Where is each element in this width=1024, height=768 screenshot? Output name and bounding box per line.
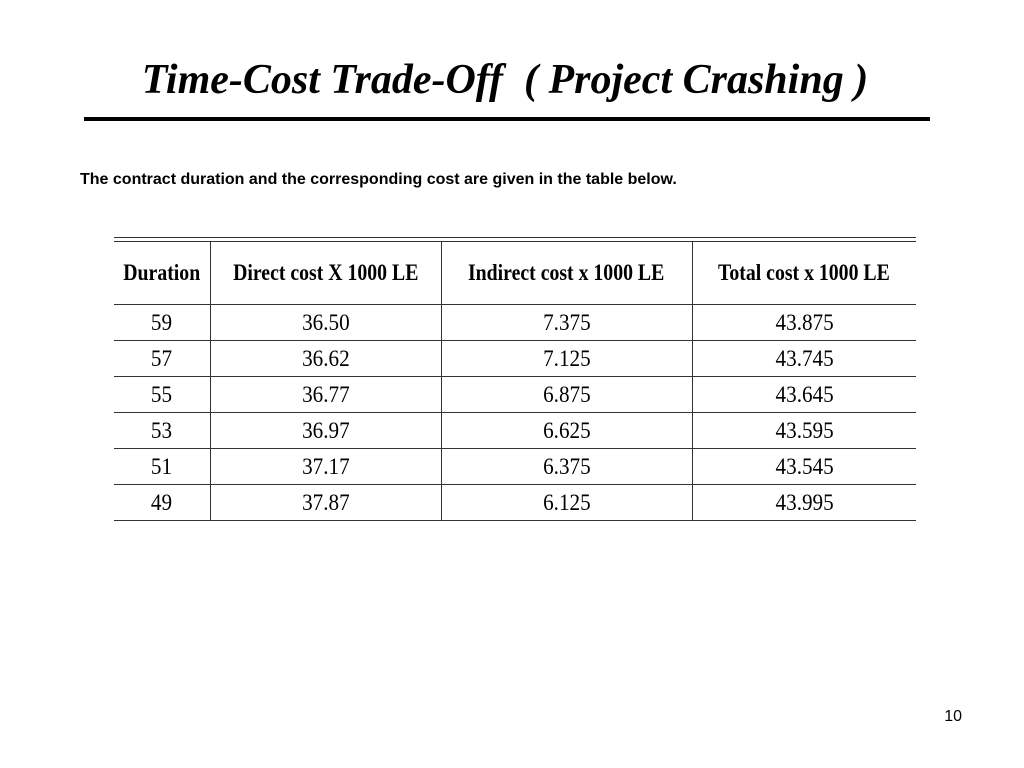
cell-duration-value: 51 <box>151 453 173 479</box>
cell-direct-cost <box>210 485 441 521</box>
cell-direct-cost <box>210 413 441 449</box>
cell-total-cost-value: 43.875 <box>775 309 834 335</box>
cell-duration <box>114 377 210 413</box>
cell-total-cost <box>692 377 916 413</box>
cell-indirect-cost <box>441 305 692 341</box>
cell-indirect-cost <box>441 377 692 413</box>
table-row <box>114 377 916 413</box>
table-row <box>114 449 916 485</box>
cell-indirect-cost-value: 7.375 <box>542 309 591 335</box>
intro-text: The contract duration and the corresponding cost are given in the table below. <box>80 171 677 188</box>
table-header-row <box>114 242 916 305</box>
cell-direct-cost-value: 36.50 <box>301 309 350 335</box>
cost-table-container <box>114 237 916 521</box>
table-row <box>114 485 916 521</box>
cell-total-cost-value: 43.745 <box>775 345 834 371</box>
header-direct-cost-label: Direct cost X 1000 LE <box>232 260 419 285</box>
page-number: 10 <box>944 708 962 725</box>
cell-duration <box>114 305 210 341</box>
slide-title: Time-Cost Trade-Off ( Project Crashing ) <box>141 57 869 103</box>
cell-direct-cost-value: 36.62 <box>301 345 350 371</box>
cell-indirect-cost-value: 6.625 <box>542 417 591 443</box>
header-direct-cost <box>210 242 441 305</box>
header-duration-label: Duration <box>123 260 201 285</box>
cell-total-cost-value: 43.595 <box>775 417 834 443</box>
cell-duration-value: 55 <box>151 381 173 407</box>
cell-total-cost-value: 43.545 <box>775 453 834 479</box>
cell-indirect-cost <box>441 341 692 377</box>
cell-duration-value: 57 <box>151 345 173 371</box>
table-row <box>114 413 916 449</box>
cell-indirect-cost <box>441 485 692 521</box>
cell-total-cost <box>692 341 916 377</box>
table-row <box>114 305 916 341</box>
cell-duration <box>114 413 210 449</box>
table-top-rule <box>114 237 916 238</box>
cell-total-cost <box>692 413 916 449</box>
cell-direct-cost-value: 37.17 <box>301 453 350 479</box>
cell-total-cost-value: 43.995 <box>775 489 834 515</box>
cell-total-cost <box>692 449 916 485</box>
header-total-cost-label: Total cost x 1000 LE <box>718 260 891 285</box>
cell-duration <box>114 485 210 521</box>
cell-duration <box>114 341 210 377</box>
cell-indirect-cost-value: 6.375 <box>542 453 591 479</box>
cell-direct-cost-value: 36.77 <box>301 381 350 407</box>
table-row <box>114 341 916 377</box>
cell-indirect-cost-value: 6.125 <box>542 489 591 515</box>
cell-indirect-cost-value: 7.125 <box>542 345 591 371</box>
cell-duration-value: 49 <box>151 489 173 515</box>
cell-indirect-cost <box>441 449 692 485</box>
cell-total-cost <box>692 305 916 341</box>
cell-direct-cost <box>210 449 441 485</box>
cell-direct-cost <box>210 377 441 413</box>
header-indirect-cost <box>441 242 692 305</box>
header-indirect-cost-label: Indirect cost x 1000 LE <box>468 260 665 285</box>
cost-table <box>114 241 916 521</box>
cell-direct-cost-value: 36.97 <box>301 417 350 443</box>
cell-duration-value: 53 <box>151 417 173 443</box>
cell-total-cost-value: 43.645 <box>775 381 834 407</box>
cell-direct-cost-value: 37.87 <box>301 489 350 515</box>
cell-total-cost <box>692 485 916 521</box>
header-duration <box>114 242 210 305</box>
cell-indirect-cost <box>441 413 692 449</box>
cell-direct-cost <box>210 305 441 341</box>
header-total-cost <box>692 242 916 305</box>
title-underline <box>84 117 930 121</box>
cell-direct-cost <box>210 341 441 377</box>
cell-indirect-cost-value: 6.875 <box>542 381 591 407</box>
cell-duration-value: 59 <box>151 309 173 335</box>
cell-duration <box>114 449 210 485</box>
